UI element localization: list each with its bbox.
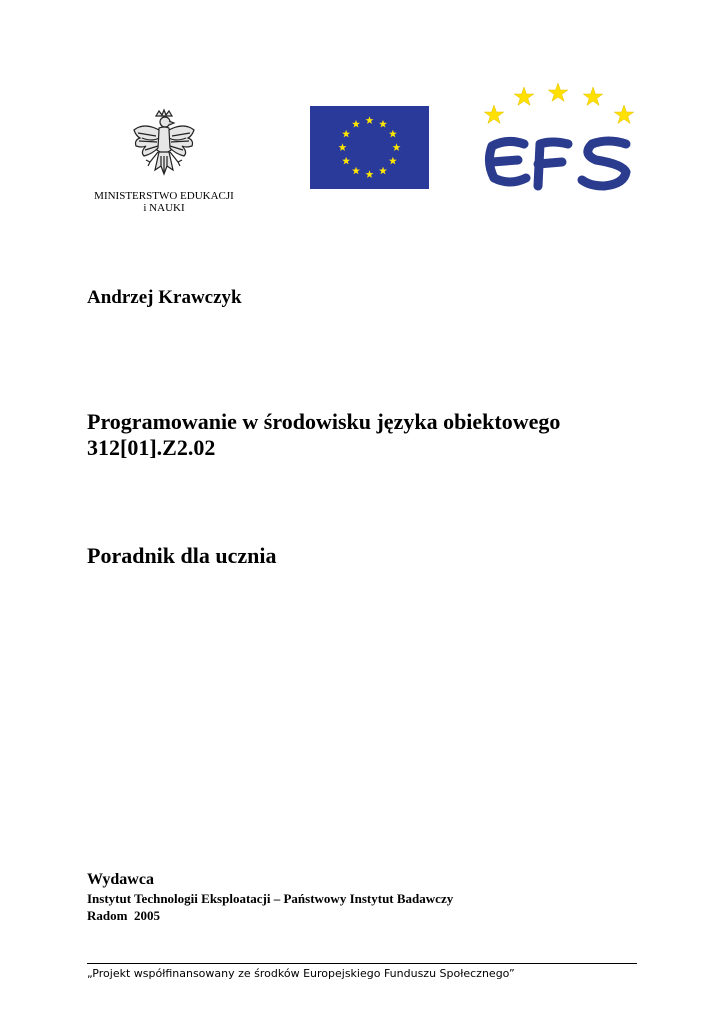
- document-subtitle: Poradnik dla ucznia: [87, 543, 277, 568]
- efs-star-icon: [614, 105, 634, 123]
- publisher-heading: Wydawca: [87, 871, 154, 888]
- footer-divider: [87, 963, 637, 964]
- document-title-line1: Programowanie w środowisku języka obiektowego: [87, 409, 561, 434]
- document-title: [87, 409, 560, 461]
- efs-star-icon: [484, 105, 504, 123]
- ministry-name-line2: i NAUKI: [143, 202, 185, 214]
- efs-star-icon: [548, 83, 568, 101]
- ministry-name: [84, 190, 244, 214]
- publisher-institute: Instytut Technologii Eksploatacji – Państwowy Instytut Badawczy: [87, 891, 454, 906]
- efs-star-icon: [583, 87, 603, 105]
- efs-star-icon: [514, 87, 534, 105]
- publisher-block: [87, 870, 453, 924]
- ministry-logo-block: [84, 108, 244, 214]
- publisher-place-year: Radom 2005: [87, 908, 160, 923]
- footer-note: „Projekt współfinansowany ze środków Europejskiego Funduszu Społecznego”: [87, 967, 515, 980]
- author-name: Andrzej Krawczyk: [87, 287, 242, 308]
- eu-flag-icon: [310, 106, 429, 189]
- document-title-line2: 312[01].Z2.02: [87, 435, 216, 460]
- ministry-name-line1: MINISTERSTWO EDUKACJI: [94, 190, 234, 202]
- white-eagle-emblem-icon: [128, 108, 200, 184]
- efs-logo-icon: [478, 82, 638, 192]
